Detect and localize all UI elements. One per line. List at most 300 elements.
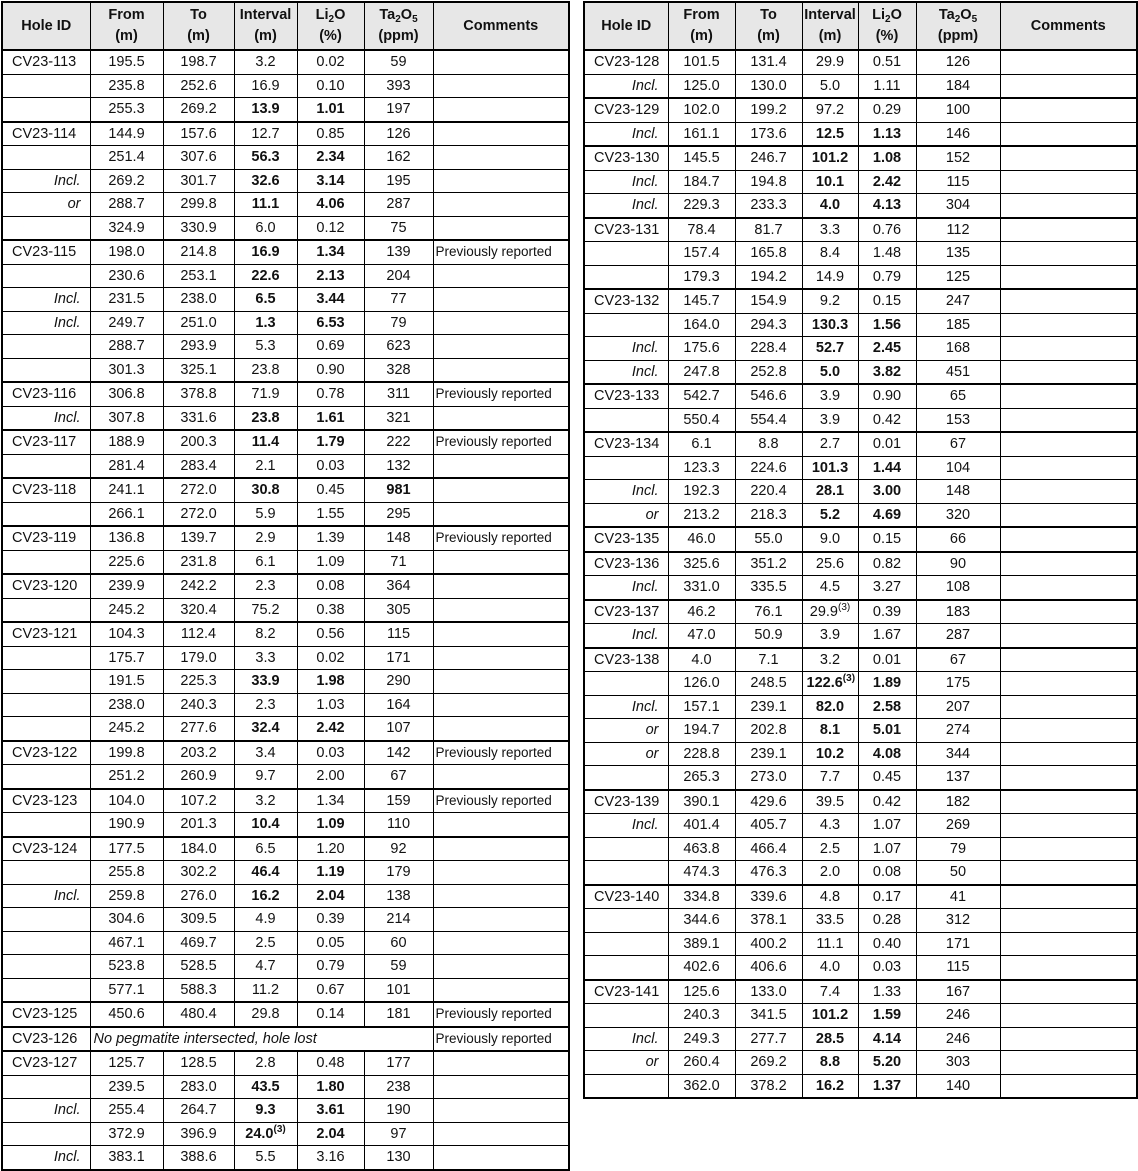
header-interval: Interval (m) — [234, 2, 297, 50]
interval-cell — [802, 289, 858, 313]
comment-cell — [1000, 814, 1137, 838]
table-row — [2, 406, 569, 430]
from-cell: 235.8 — [90, 74, 163, 98]
interval-value: 16.2 — [251, 887, 280, 904]
hole-id-cell — [2, 765, 90, 789]
hole-id-cell: CV23-113 — [2, 50, 90, 74]
li2o-cell: 3.82 — [858, 360, 916, 384]
to-cell: 76.1 — [735, 600, 802, 624]
from-cell: 175.7 — [90, 646, 163, 670]
li2o-cell: 1.79 — [297, 430, 364, 454]
interval-value: 5.0 — [819, 77, 841, 94]
comment-cell — [433, 837, 569, 861]
table-row — [2, 169, 569, 193]
interval-cell — [234, 837, 297, 861]
from-cell: 125.7 — [90, 1051, 163, 1075]
interval-cell — [234, 550, 297, 574]
table-row — [2, 598, 569, 622]
hole-id-cell: CV23-126 — [2, 1027, 90, 1052]
comment-cell — [1000, 956, 1137, 980]
li2o-cell: 0.02 — [297, 50, 364, 74]
ta2o5-cell: 204 — [364, 264, 433, 288]
table-row — [584, 74, 1137, 98]
table-row — [2, 861, 569, 885]
comment-cell — [433, 216, 569, 240]
header-comments: Comments — [1000, 2, 1137, 50]
table-row — [584, 360, 1137, 384]
from-cell: 136.8 — [90, 526, 163, 550]
interval-cell — [802, 360, 858, 384]
interval-cell — [234, 813, 297, 837]
interval-value: 29.9 — [815, 54, 845, 71]
hole-id-cell — [584, 313, 668, 337]
to-cell: 269.2 — [735, 1051, 802, 1075]
interval-cell — [802, 790, 858, 814]
ta2o5-cell: 222 — [364, 430, 433, 454]
to-cell: 269.2 — [163, 98, 234, 122]
table-row — [584, 527, 1137, 552]
ta2o5-cell: 71 — [364, 550, 433, 574]
ta2o5-cell: 321 — [364, 406, 433, 430]
from-cell: 383.1 — [90, 1146, 163, 1170]
table-row — [584, 672, 1137, 696]
hole-id-cell — [584, 932, 668, 956]
interval-value: 4.9 — [255, 911, 276, 928]
table-row — [2, 382, 569, 406]
from-cell: 239.9 — [90, 574, 163, 598]
hole-id-cell — [584, 766, 668, 790]
ta2o5-cell: 312 — [916, 909, 1000, 933]
ta2o5-cell: 238 — [364, 1075, 433, 1099]
li2o-cell: 4.13 — [858, 194, 916, 218]
hole-id-cell: CV23-135 — [584, 527, 668, 552]
comment-cell — [1000, 527, 1137, 552]
to-cell: 330.9 — [163, 216, 234, 240]
hole-id-cell: Incl. — [2, 1146, 90, 1170]
from-cell: 228.8 — [668, 742, 735, 766]
hole-id-cell: CV23-123 — [2, 789, 90, 813]
comment-cell — [433, 358, 569, 382]
interval-cell — [234, 646, 297, 670]
li2o-cell: 4.69 — [858, 503, 916, 527]
table-row — [584, 170, 1137, 194]
to-cell: 378.8 — [163, 382, 234, 406]
ta2o5-cell: 164 — [364, 693, 433, 717]
hole-id-cell: Incl. — [584, 337, 668, 361]
interval-value: 8.2 — [255, 626, 276, 643]
interval-value: 13.9 — [251, 101, 280, 118]
li2o-cell: 1.59 — [858, 1004, 916, 1028]
interval-value: 3.9 — [819, 411, 841, 428]
interval-cell — [234, 1002, 297, 1027]
interval-value: 4.0 — [819, 959, 841, 976]
interval-value: 130.3 — [811, 316, 849, 333]
ta2o5-cell: 79 — [916, 837, 1000, 861]
interval-cell — [802, 932, 858, 956]
comment-cell — [433, 622, 569, 646]
hole-id-cell — [2, 717, 90, 741]
interval-cell — [234, 789, 297, 813]
to-cell: 469.7 — [163, 931, 234, 955]
footnote-marker: (3) — [838, 601, 851, 613]
to-cell: 248.5 — [735, 672, 802, 696]
interval-value: 4.5 — [819, 579, 841, 596]
ta2o5-cell: 287 — [916, 624, 1000, 648]
li2o-cell: 0.14 — [297, 1002, 364, 1027]
interval-cell — [234, 454, 297, 478]
interval-cell — [234, 264, 297, 288]
li2o-cell: 0.38 — [297, 598, 364, 622]
li2o-cell: 0.42 — [858, 790, 916, 814]
interval-cell — [802, 909, 858, 933]
table-row — [584, 932, 1137, 956]
ta2o5-cell: 311 — [364, 382, 433, 406]
comment-cell — [433, 502, 569, 526]
to-cell: 246.7 — [735, 146, 802, 170]
li2o-cell: 3.61 — [297, 1099, 364, 1123]
hole-id-cell: Incl. — [584, 122, 668, 146]
table-row — [2, 335, 569, 359]
ta2o5-cell: 184 — [916, 74, 1000, 98]
interval-value: 82.0 — [815, 698, 845, 715]
from-cell: 372.9 — [90, 1122, 163, 1146]
interval-cell — [802, 242, 858, 266]
interval-cell — [234, 74, 297, 98]
from-cell: 145.5 — [668, 146, 735, 170]
li2o-cell: 2.04 — [297, 884, 364, 908]
table-row — [584, 576, 1137, 600]
hole-id-cell — [2, 264, 90, 288]
hole-id-cell: CV23-133 — [584, 384, 668, 408]
ta2o5-cell: 132 — [364, 454, 433, 478]
li2o-cell: 4.14 — [858, 1027, 916, 1051]
from-cell: 542.7 — [668, 384, 735, 408]
interval-value: 4.7 — [255, 958, 276, 975]
interval-cell — [234, 382, 297, 406]
table-row — [2, 240, 569, 264]
interval-cell — [802, 885, 858, 909]
table-row — [2, 358, 569, 382]
from-cell: 362.0 — [668, 1074, 735, 1098]
comment-cell — [1000, 837, 1137, 861]
li2o-cell: 1.11 — [858, 74, 916, 98]
interval-value: 2.0 — [819, 864, 841, 881]
table-row — [2, 264, 569, 288]
comment-cell — [1000, 1074, 1137, 1098]
ta2o5-cell: 65 — [916, 384, 1000, 408]
li2o-cell: 0.42 — [858, 408, 916, 432]
ta2o5-cell: 125 — [916, 265, 1000, 289]
interval-cell — [234, 622, 297, 646]
hole-id-cell: CV23-114 — [2, 122, 90, 146]
interval-cell — [802, 648, 858, 672]
interval-value: 3.2 — [819, 651, 841, 668]
table-row — [2, 430, 569, 454]
to-cell: 203.2 — [163, 741, 234, 765]
header-to: To (m) — [163, 2, 234, 50]
ta2o5-cell: 451 — [916, 360, 1000, 384]
to-cell: 50.9 — [735, 624, 802, 648]
to-cell: 476.3 — [735, 861, 802, 885]
to-cell: 184.0 — [163, 837, 234, 861]
comment-cell: Previously reported — [433, 789, 569, 813]
interval-cell — [234, 146, 297, 170]
from-cell: 306.8 — [90, 382, 163, 406]
from-cell: 331.0 — [668, 576, 735, 600]
note-cell: No pegmatite intersected, hole lost — [90, 1027, 433, 1052]
to-cell: 133.0 — [735, 980, 802, 1004]
interval-cell — [234, 717, 297, 741]
hole-id-cell: CV23-138 — [584, 648, 668, 672]
hole-id-cell — [2, 978, 90, 1002]
ta2o5-cell: 364 — [364, 574, 433, 598]
li2o-cell: 3.16 — [297, 1146, 364, 1170]
ta2o5-cell: 100 — [916, 98, 1000, 122]
ta2o5-cell: 159 — [364, 789, 433, 813]
hole-id-cell: or — [584, 1051, 668, 1075]
interval-cell — [234, 598, 297, 622]
table-row — [2, 670, 569, 694]
from-cell: 550.4 — [668, 408, 735, 432]
header-from: From (m) — [90, 2, 163, 50]
interval-value: 122.6 — [806, 675, 843, 692]
from-cell: 47.0 — [668, 624, 735, 648]
hole-id-cell: Incl. — [2, 311, 90, 335]
from-cell: 467.1 — [90, 931, 163, 955]
comment-cell — [1000, 1027, 1137, 1051]
interval-value: 2.3 — [255, 578, 276, 595]
table-row — [584, 1051, 1137, 1075]
li2o-cell: 1.33 — [858, 980, 916, 1004]
li2o-cell: 0.03 — [297, 741, 364, 765]
from-cell: 194.7 — [668, 719, 735, 743]
ta2o5-cell: 214 — [364, 908, 433, 932]
interval-value: 5.5 — [255, 1149, 276, 1166]
to-cell: 239.1 — [735, 695, 802, 719]
li2o-cell: 1.39 — [297, 526, 364, 550]
to-cell: 400.2 — [735, 932, 802, 956]
interval-value: 75.2 — [251, 601, 280, 618]
header-comments: Comments — [433, 2, 569, 50]
comment-cell — [433, 146, 569, 170]
interval-cell — [234, 908, 297, 932]
from-cell: 450.6 — [90, 1002, 163, 1027]
li2o-cell: 2.42 — [297, 717, 364, 741]
ta2o5-cell: 171 — [916, 932, 1000, 956]
table-row — [2, 1146, 569, 1170]
interval-value: 7.4 — [819, 983, 841, 1000]
hole-id-cell: Incl. — [2, 1099, 90, 1123]
interval-cell — [234, 765, 297, 789]
table-row — [2, 646, 569, 670]
hole-id-cell: CV23-116 — [2, 382, 90, 406]
table-row — [584, 885, 1137, 909]
interval-cell — [234, 288, 297, 312]
ta2o5-cell: 108 — [916, 576, 1000, 600]
interval-value: 6.5 — [255, 840, 276, 857]
interval-cell — [802, 742, 858, 766]
interval-value: 4.8 — [819, 888, 841, 905]
from-cell: 269.2 — [90, 169, 163, 193]
ta2o5-cell: 115 — [916, 170, 1000, 194]
table-row — [2, 1099, 569, 1123]
li2o-cell: 1.44 — [858, 456, 916, 480]
ta2o5-cell: 138 — [364, 884, 433, 908]
from-cell: 104.0 — [90, 789, 163, 813]
ta2o5-cell: 183 — [916, 600, 1000, 624]
header-ta2o5: $Ta_2O_5$ (ppm) — [364, 2, 433, 50]
ta2o5-cell: 59 — [364, 50, 433, 74]
comment-cell — [433, 335, 569, 359]
ta2o5-cell: 139 — [364, 240, 433, 264]
hole-id-cell — [2, 98, 90, 122]
comment-cell: Previously reported — [433, 741, 569, 765]
interval-cell — [234, 216, 297, 240]
to-cell: 194.8 — [735, 170, 802, 194]
to-cell: 528.5 — [163, 955, 234, 979]
from-cell: 334.8 — [668, 885, 735, 909]
ta2o5-cell: 77 — [364, 288, 433, 312]
interval-cell — [802, 74, 858, 98]
ta2o5-cell: 110 — [364, 813, 433, 837]
ta2o5-cell: 195 — [364, 169, 433, 193]
to-cell: 253.1 — [163, 264, 234, 288]
hole-id-cell: CV23-125 — [2, 1002, 90, 1027]
ta2o5-cell: 290 — [364, 670, 433, 694]
to-cell: 396.9 — [163, 1122, 234, 1146]
interval-cell — [234, 1146, 297, 1170]
ta2o5-cell: 126 — [916, 50, 1000, 74]
interval-cell — [234, 1075, 297, 1099]
li2o-cell: 6.53 — [297, 311, 364, 335]
li2o-cell: 5.01 — [858, 719, 916, 743]
ta2o5-cell: 135 — [916, 242, 1000, 266]
comment-cell — [1000, 265, 1137, 289]
ta2o5-cell: 152 — [916, 146, 1000, 170]
comment-cell — [433, 955, 569, 979]
hole-id-cell: CV23-130 — [584, 146, 668, 170]
interval-value: 97.2 — [815, 102, 845, 119]
li2o-cell: 2.45 — [858, 337, 916, 361]
from-cell: 230.6 — [90, 264, 163, 288]
li2o-cell: 0.40 — [858, 932, 916, 956]
interval-value: 8.1 — [819, 722, 841, 739]
hole-id-cell: Incl. — [584, 170, 668, 194]
interval-value: 2.7 — [819, 436, 841, 453]
table-row — [584, 909, 1137, 933]
li2o-cell: 1.34 — [297, 240, 364, 264]
hole-id-cell: CV23-129 — [584, 98, 668, 122]
comment-cell — [1000, 766, 1137, 790]
from-cell: 251.4 — [90, 146, 163, 170]
comment-cell — [1000, 98, 1137, 122]
to-cell: 239.1 — [735, 742, 802, 766]
interval-cell — [802, 1074, 858, 1098]
ta2o5-cell: 148 — [364, 526, 433, 550]
interval-cell — [234, 1122, 297, 1146]
li2o-cell: 2.58 — [858, 695, 916, 719]
interval-value: 22.6 — [251, 267, 280, 284]
ta2o5-cell: 304 — [916, 194, 1000, 218]
table-body — [2, 50, 569, 1170]
comment-cell — [1000, 289, 1137, 313]
comment-cell — [1000, 932, 1137, 956]
from-cell: 192.3 — [668, 480, 735, 504]
li2o-cell: 0.17 — [858, 885, 916, 909]
interval-cell — [234, 478, 297, 502]
interval-cell — [234, 193, 297, 217]
ta2o5-cell: 97 — [364, 1122, 433, 1146]
from-cell: 255.4 — [90, 1099, 163, 1123]
to-cell: 214.8 — [163, 240, 234, 264]
ta2o5-cell: 246 — [916, 1027, 1000, 1051]
from-cell: 255.8 — [90, 861, 163, 885]
comment-cell — [433, 1146, 569, 1170]
li2o-cell: 2.04 — [297, 1122, 364, 1146]
hole-id-cell: Incl. — [584, 194, 668, 218]
hole-id-cell: Incl. — [584, 480, 668, 504]
hole-id-cell: CV23-137 — [584, 600, 668, 624]
hole-id-cell — [584, 909, 668, 933]
comment-cell — [1000, 672, 1137, 696]
from-cell: 402.6 — [668, 956, 735, 980]
from-cell: 463.8 — [668, 837, 735, 861]
interval-value: 9.3 — [255, 1102, 276, 1119]
table-row — [2, 216, 569, 240]
comment-cell — [433, 861, 569, 885]
ta2o5-cell: 142 — [364, 741, 433, 765]
interval-cell — [802, 265, 858, 289]
comment-cell — [433, 978, 569, 1002]
from-cell: 190.9 — [90, 813, 163, 837]
ta2o5-cell: 981 — [364, 478, 433, 502]
table-row — [584, 861, 1137, 885]
from-cell: 4.0 — [668, 648, 735, 672]
from-cell: 265.3 — [668, 766, 735, 790]
li2o-cell: 0.01 — [858, 432, 916, 456]
comment-cell: Previously reported — [433, 1002, 569, 1027]
to-cell: 554.4 — [735, 408, 802, 432]
table-row — [2, 1122, 569, 1146]
comment-cell — [1000, 552, 1137, 576]
li2o-cell: 2.13 — [297, 264, 364, 288]
comment-cell — [433, 1099, 569, 1123]
hole-id-cell — [2, 74, 90, 98]
to-cell: 260.9 — [163, 765, 234, 789]
ta2o5-cell: 140 — [916, 1074, 1000, 1098]
comment-cell — [1000, 1051, 1137, 1075]
hole-id-cell: CV23-115 — [2, 240, 90, 264]
hole-id-cell: Incl. — [2, 169, 90, 193]
interval-value: 7.7 — [819, 769, 841, 786]
li2o-cell: 0.90 — [858, 384, 916, 408]
comment-cell — [1000, 242, 1137, 266]
interval-value: 3.2 — [255, 792, 276, 809]
hole-id-cell — [584, 242, 668, 266]
table-row — [2, 526, 569, 550]
interval-cell — [802, 956, 858, 980]
header-li2o: $Li_2O$ (%) — [297, 2, 364, 50]
interval-cell — [802, 600, 858, 624]
to-cell: 7.1 — [735, 648, 802, 672]
comment-cell — [1000, 122, 1137, 146]
li2o-cell: 0.56 — [297, 622, 364, 646]
footnote-marker: (3) — [842, 673, 856, 685]
li2o-cell: 1.34 — [297, 789, 364, 813]
from-cell: 177.5 — [90, 837, 163, 861]
table-row — [2, 1075, 569, 1099]
interval-cell — [802, 480, 858, 504]
